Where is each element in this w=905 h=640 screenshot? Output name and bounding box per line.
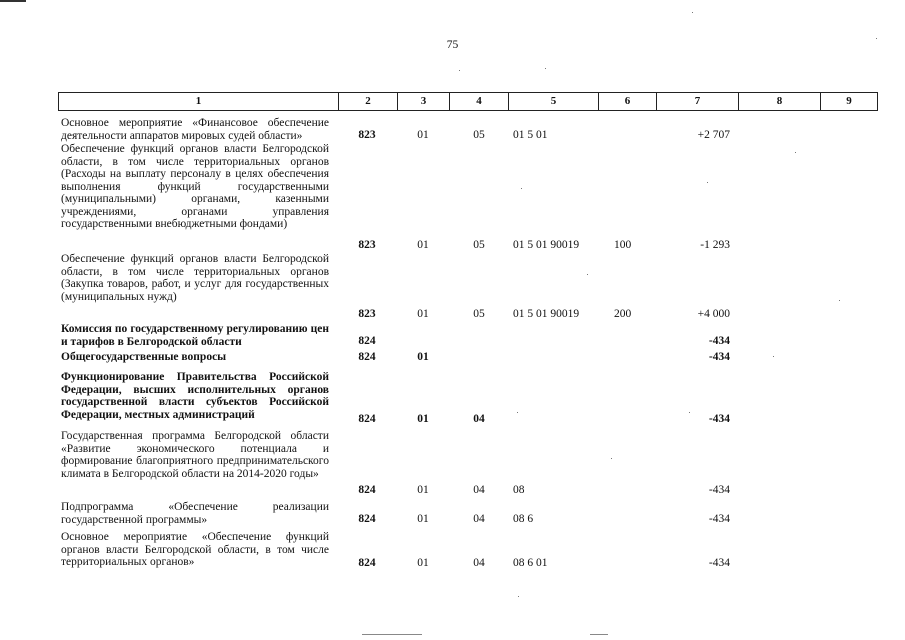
- row-ministry-code: 824: [358, 484, 376, 496]
- row-ministry-code: 824: [358, 557, 376, 569]
- row-description: Обеспечение функций органов власти Белгородской области, в том числе территориальных органов (Расходы на выплату персоналу в целях обеспечения выполнения функций государственными (муниципальными) органами, казенными учреждениями, органами управления государственными внебюджетными фондами): [61, 143, 329, 230]
- header-col-7: 7: [657, 93, 739, 110]
- row-description: Подпрограмма «Обеспечение реализации государственной программы»: [61, 501, 329, 526]
- row-ministry-code: 824: [358, 513, 376, 525]
- scan-corner-mark: [0, 0, 26, 2]
- scan-speck: [611, 458, 612, 459]
- scan-speck: [707, 182, 708, 183]
- row-target-article: 01 5 01 90019: [513, 308, 580, 320]
- row-expense-type: 100: [614, 239, 632, 251]
- row-subsection: 04: [473, 413, 485, 425]
- row-amount: -434: [708, 513, 730, 525]
- row-section: 01: [417, 239, 429, 251]
- scan-speck: [689, 412, 690, 413]
- row-section: 01: [417, 129, 429, 141]
- table-header-row: [58, 92, 878, 111]
- row-amount: +4 000: [697, 308, 730, 320]
- scan-speck: [517, 412, 518, 413]
- row-section: 01: [417, 484, 429, 496]
- row-subsection: 05: [473, 239, 485, 251]
- scan-bottom-mark: [590, 634, 608, 635]
- row-section: 01: [417, 513, 429, 525]
- scan-speck: [521, 188, 522, 189]
- row-description: Комиссия по государственному регулированию цен и тарифов в Белгородской области: [61, 323, 329, 348]
- row-subsection: 05: [473, 308, 485, 320]
- row-section: 01: [417, 308, 429, 320]
- row-expense-type: 200: [614, 308, 632, 320]
- row-ministry-code: 824: [358, 335, 376, 347]
- row-subsection: 04: [473, 484, 485, 496]
- row-section: 01: [417, 557, 429, 569]
- row-ministry-code: 823: [358, 308, 376, 320]
- row-ministry-code: 823: [358, 239, 376, 251]
- row-description: Общегосударственные вопросы: [61, 351, 227, 363]
- row-target-article: 08 6 01: [513, 557, 548, 569]
- row-target-article: 01 5 01 90019: [513, 239, 580, 251]
- row-amount: -434: [708, 557, 730, 569]
- row-description: Обеспечение функций органов власти Белгородской области, в том числе территориальных органов (Закупка товаров, работ, и услуг для государственных (муниципальных нужд): [61, 253, 329, 303]
- header-col-4: 4: [450, 93, 509, 110]
- page-number: 75: [446, 39, 459, 51]
- scan-speck: [545, 68, 546, 69]
- row-amount: -434: [708, 335, 730, 347]
- scan-speck: [692, 12, 693, 13]
- scan-bottom-mark: [362, 634, 422, 635]
- scan-speck: [876, 38, 877, 39]
- row-target-article: 08: [513, 484, 525, 496]
- scan-speck: [518, 596, 519, 597]
- header-col-5: 5: [509, 93, 599, 110]
- scan-speck: [795, 152, 796, 153]
- header-col-8: 8: [739, 93, 821, 110]
- row-subsection: 04: [473, 557, 485, 569]
- row-target-article: 01 5 01: [513, 129, 548, 141]
- row-amount: -434: [708, 413, 730, 425]
- row-ministry-code: 824: [358, 413, 376, 425]
- header-col-3: 3: [398, 93, 450, 110]
- row-section: 01: [417, 413, 429, 425]
- header-col-9: 9: [846, 95, 852, 107]
- row-description: Государственная программа Белгородской области «Развитие экономического потенциала и формирование благоприятного предпринимательского климата в Белгородской области на 2014-2020 годы»: [61, 430, 329, 480]
- row-target-article: 08 6: [513, 513, 534, 525]
- header-col-1: 1: [59, 93, 339, 110]
- scan-speck: [587, 274, 588, 275]
- header-col-2: 2: [339, 93, 398, 110]
- row-ministry-code: 824: [358, 351, 376, 363]
- row-amount: -1 293: [700, 239, 730, 251]
- scan-speck: [773, 356, 774, 357]
- scan-speck: [839, 300, 840, 301]
- row-section: 01: [417, 351, 429, 363]
- row-ministry-code: 823: [358, 129, 376, 141]
- row-amount: -434: [708, 484, 730, 496]
- header-col-6: 6: [599, 93, 657, 110]
- row-amount: -434: [708, 351, 730, 363]
- row-description: Основное мероприятие «Финансовое обеспечение деятельности аппаратов мировых судей области»: [61, 117, 329, 142]
- row-subsection: 05: [473, 129, 485, 141]
- scan-speck: [459, 70, 460, 71]
- row-description: Функционирование Правительства Российской Федерации, высших исполнительных органов государственной власти субъектов Российской Федерации, местных администраций: [61, 371, 329, 421]
- row-subsection: 04: [473, 513, 485, 525]
- row-amount: +2 707: [697, 129, 730, 141]
- row-description: Основное мероприятие «Обеспечение функций органов власти Белгородской области, в том числе территориальных органов»: [61, 531, 329, 568]
